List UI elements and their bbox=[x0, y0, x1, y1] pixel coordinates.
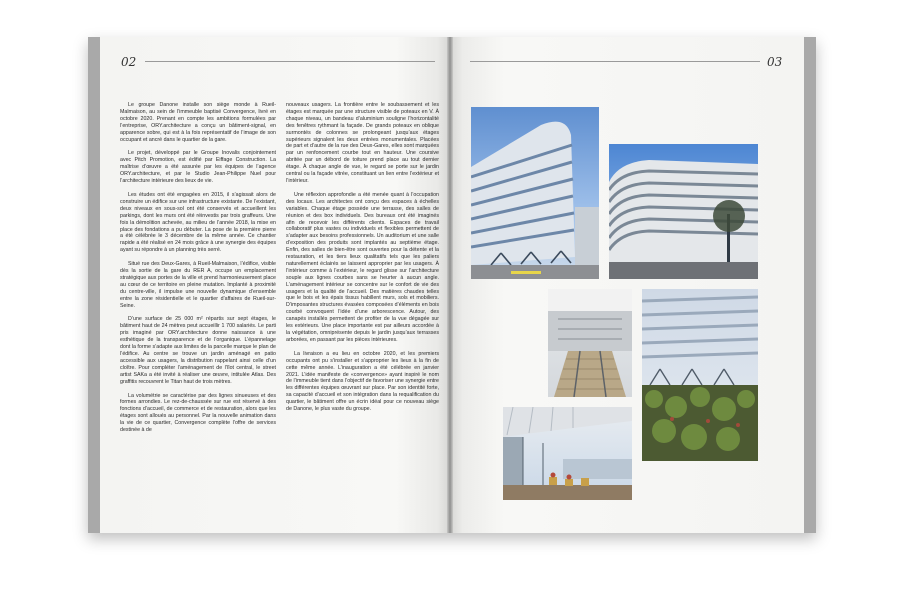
photo-rooftop-terrace bbox=[503, 407, 632, 500]
page-number-left: 02 bbox=[121, 55, 137, 69]
paragraph: Le groupe Danone installe son siège monde à Rueil-Malmaison, au sein de l’immeuble baptisé Convergence, livré en octobre 2020. Prenant en compte les ambitions formulées par l’entreprise, ORY.architecture a conçu un bâtiment-signal, en apparence sobre, qui est à la fois représentatif de l’image de son occupant et ancré dans le quartier de la gare. bbox=[120, 102, 276, 143]
header-rule-right bbox=[470, 61, 760, 62]
page-number-right: 03 bbox=[767, 55, 783, 69]
header-rule-left bbox=[145, 61, 435, 62]
text-column-1 bbox=[120, 102, 276, 441]
photo-facade-street bbox=[609, 144, 758, 279]
photo-courtyard-garden bbox=[642, 289, 758, 461]
photo-interior-stair bbox=[548, 289, 632, 397]
paragraph: Le projet, développé par le Groupe Inovalis conjointement avec Pitch Promotion, est édifié par Eiffage Construction. La maîtrise d’œuvre a été assurée par les équipes de l’agence ORY.architecture, et par le Studio Jean-Philippe Nuel pour l’architecture intérieure des lieux de vie. bbox=[120, 150, 276, 185]
cover-edge-left bbox=[88, 37, 100, 533]
text-column-2 bbox=[286, 102, 439, 420]
book-gutter bbox=[447, 37, 453, 533]
paragraph: La livraison a eu lieu en octobre 2020, et les premiers occupants ont pu s’installer et s’approprier les lieux à la fin de cette même année. L’inauguration a été célébrée en janvier 2021. L’idée manifeste de «convergence» ayant inspiré le nom de l’immeuble tient dans l’objectif de favoriser une synergie entre les différentes équipes œuvrant sur place. Par son identité forte, sa capacité d’accueil et son intégration dans la requalification du quartier, le bâtiment offre un écrin idéal pour ce nouveau siège de Danone, le plus vaste du groupe. bbox=[286, 350, 439, 413]
paragraph: D’une surface de 25 000 m² répartis sur sept étages, le bâtiment haut de 24 mètres peut accueillir 1 700 salariés. Le parti pris imaginé par ORY.architecture donne naissance à une esthétique de la transparence et de l’organique. L’épannelage dont la forme s’adapte aux limites de la parcelle marque le plan de l’édifice. Au centre se trouve un jardin aménagé en patio accessible aux usagers, la distribution rappelant ainsi celle d’un cloître. Pour compléter l’aménagement de l’îlot central, le street artist SAKa a été invité à réaliser une œuvre, intitulée Atlas. Des graffitis recouvrent le Titan haut de trois mètres. bbox=[120, 316, 276, 385]
paragraph: nouveaux usagers. La frontière entre le soubassement et les étages est marquée par une structure visible de poteaux en V. À chaque niveau, un bandeau d’aluminium souligne l’horizontalité des fenêtres rythmant la façade. De grands poteaux en oblique surmontés de colonnes se prolongeant jusqu’aux étages supérieurs signalent les deux entrées monumentales. Placées de part et d’autre de la rue des Deux-Gares, elles sont marquées par un renfoncement courbe tout en hauteur. Une coursive abritée par un débord de toiture prend place au tout dernier étage. À chaque angle de vue, le regard se porte sur le jardin central ou la façade vitrée, constituant un lien entre l’extérieur et l’intérieur. bbox=[286, 102, 439, 184]
photo-facade-corner bbox=[471, 107, 599, 279]
paragraph: Les études ont été engagées en 2015, il s’agissait alors de construire un édifice sur une infrastructure existante. De l’existant, deux niveaux en sous-sol ont été conservés et accueillent les parkings, dont les murs ont été réinvestis par trois graffeurs. Une fois la démolition achevée, au milieu de l’année 2018, la mise en place des fondations a pu débuter. La pose de la première pierre a été célébrée le 3 décembre de la même année. Ce chantier rapide a été réalisé en 24 mois grâce à une synergie des équipes ayant su répondre à un planning très serré. bbox=[120, 191, 276, 254]
paragraph: La volumétrie se caractérise par des lignes sinueuses et des formes arrondies. Le rez-de-chaussée sur rue est réservé à des fonctions d’accueil, de commerce et de restauration, alors que les étages sont alloués au personnel. Par la nouvelle animation dans la vie de ce quartier, Convergence complète l’offre de services destinée à de bbox=[120, 392, 276, 434]
paragraph: Une réflexion approfondie a été menée quant à l’occupation des locaux. Les architectes ont conçu des espaces à échelles variables. Chaque étage possède une terrasse, des salles de réunion et des box individuels. Des bureaux ont été imaginés afin de recevoir les différents clients. Espaces de travail collaboratif plus vastes ou individuels et flexibles permettent de s’adapter aux besoins professionnels. Un auditorium et une salle d’exposition des produits sont implantés au septième étage. Enfin, des salles de bien-être sont ouvertes pour la détente et la restauration, et les tiers lieux qualitatifs tels que les paliers naturellement éclairés se laissent approprier par les usagers. À l’intérieur comme à l’extérieur, le regard glisse sur l’architecture souple aux lignes courbes sans se heurter à aucun angle. L’aménagement intérieur se concentre sur le confort de vie des usagers et la qualité de l’accueil. Des matières chaudes telles que le bois et les épais tissus habillent murs, sols et mobiliers. D’imposantes structures évasées composées d’éléments en bois courbé convoquent l’idée d’une arborescence. Autour, des canapés installés permettent de profiter de la vue dégagée sur les extérieurs. Une place importante est par ailleurs accordée à la végétation, omniprésente depuis le jardin jusqu’aux terrasses arborées, en passant par les pièces intérieures. bbox=[286, 191, 439, 343]
paragraph: Situé rue des Deux-Gares, à Rueil-Malmaison, l’édifice, visible dès la sortie de la gare du RER A, occupe un emplacement stratégique aux portes de la ville et prend harmonieusement place au cœur de ce territoire en pleine mutation. Implanté à proximité du centre-ville, il impulse une nouvelle dynamique d’ensemble entre la zone résidentielle et le quartier d’affaires de Rueil-sur-Seine. bbox=[120, 261, 276, 309]
cover-edge-right bbox=[804, 37, 816, 533]
